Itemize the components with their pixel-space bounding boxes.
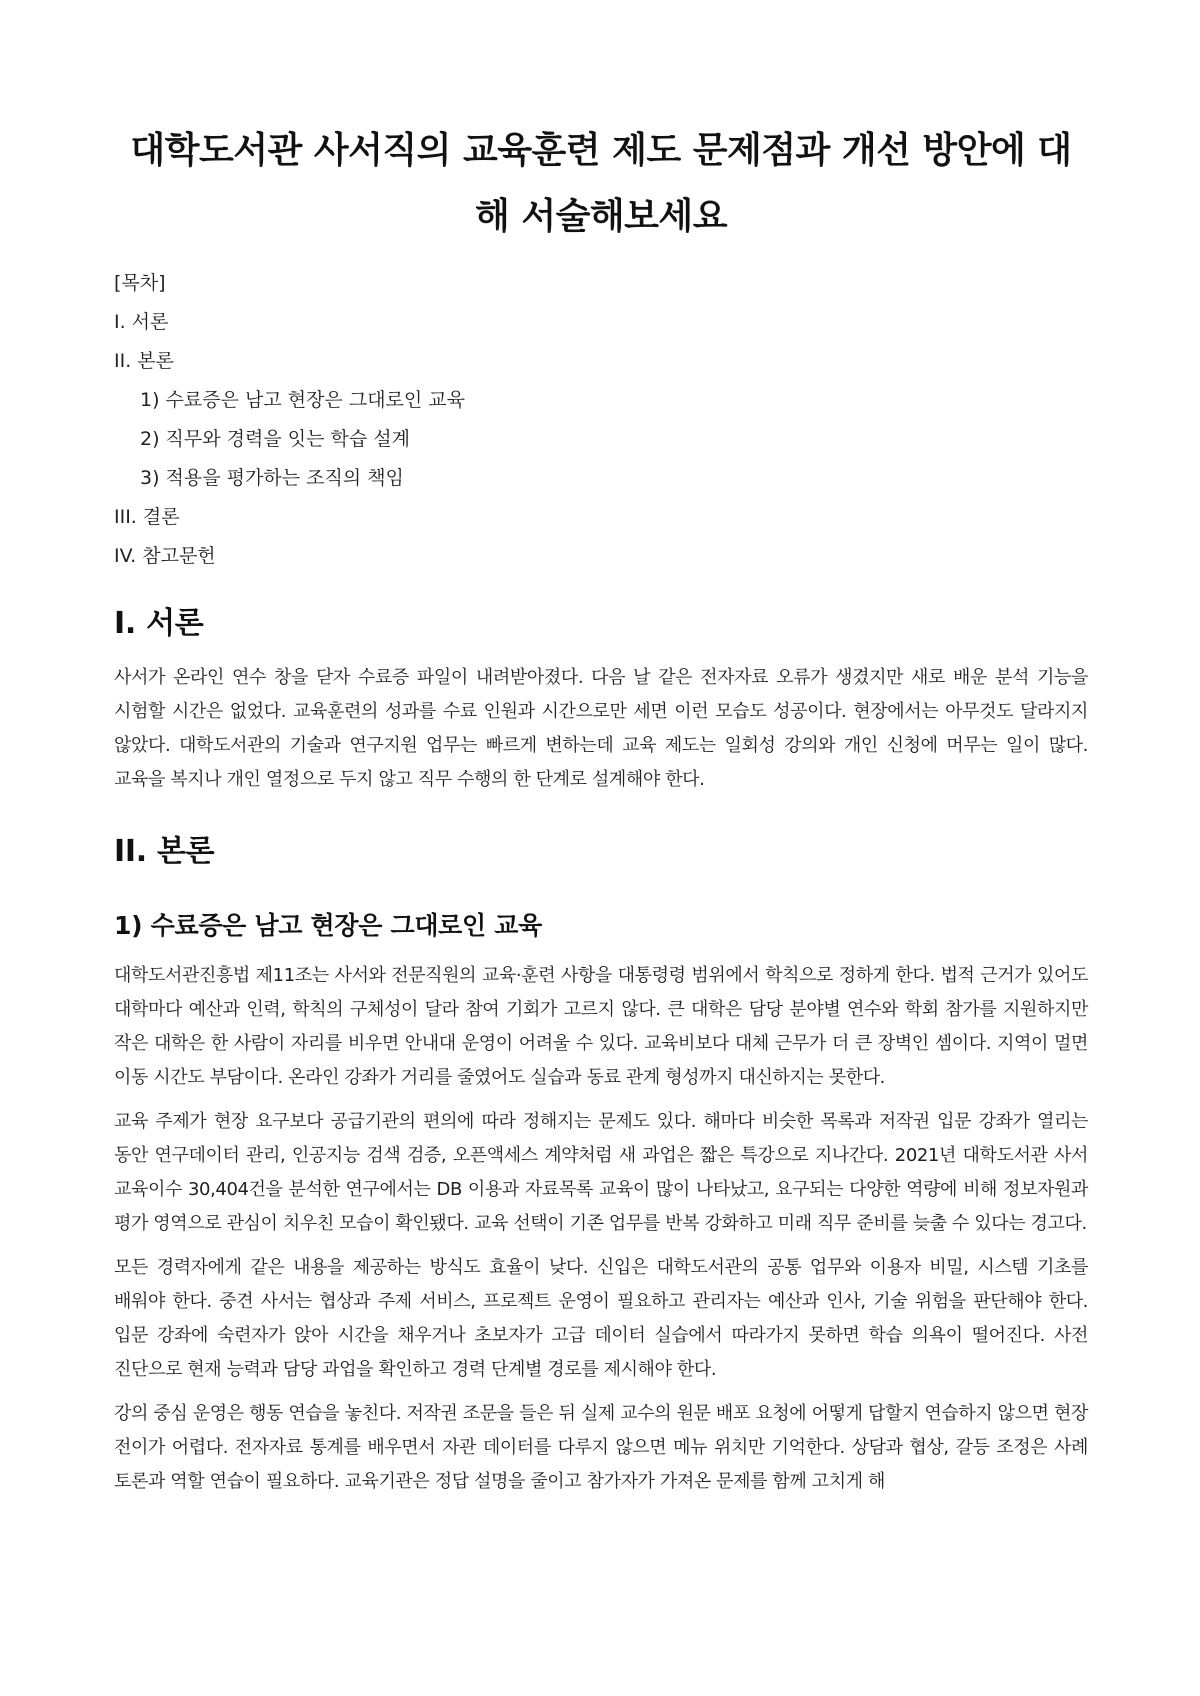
body-paragraph-1: 대학도서관진흥법 제11조는 사서와 전문직원의 교육·훈련 사항을 대통령령 범위에서 학칙으로 정하게 한다. 법적 근거가 있어도 대학마다 예산과 인력, 학칙의 구체성이 달라 참여 기회가 고르지 않다. 큰 대학은 담당 분야별 연수와 학회 참가를 지원하지만 작은 대학은 한 사람이 자리를 비우면 안내대 운영이 어려울 수 있다. 교육비보다 대체 근무가 더 큰 장벽인 셈이다. 지역이 멀면 이동 시간도 부담이다. 온라인 강좌가 거리를 줄였어도 실습과 동료 관계 형성까지 대신하지는 못한다.	[114, 965, 1088, 1088]
toc-heading: [목차]	[114, 272, 166, 294]
toc-item-references: IV. 참고문헌	[114, 545, 216, 567]
toc-item-subsection-3: 3) 적용을 평가하는 조직의 책임	[140, 467, 404, 489]
toc-item-conclusion: III. 결론	[114, 506, 180, 528]
body-paragraph-3: 모든 경력자에게 같은 내용을 제공하는 방식도 효율이 낮다. 신입은 대학도서관의 공통 업무와 이용자 비밀, 시스템 기초를 배워야 한다. 중견 사서는 협상과 주제 서비스, 프로젝트 운영이 필요하고 관리자는 예산과 인사, 기술 위험을 판단해야 한다. 입문 강좌에 숙련자가 앉아 시간을 채우거나 초보자가 고급 데이터 실습에서 따라가지 못하면 학습 의욕이 떨어진다. 사전 진단으로 현재 능력과 담당 과업을 확인하고 경력 단계별 경로를 제시해야 한다.	[114, 1257, 1088, 1380]
toc-item-subsection-1: 1) 수료증은 남고 현장은 그대로인 교육	[140, 389, 466, 411]
body-paragraph-4: 강의 중심 운영은 행동 연습을 놓친다. 저작권 조문을 들은 뒤 실제 교수의 원문 배포 요청에 어떻게 답할지 연습하지 않으면 현장 전이가 어렵다. 전자자료 통계를 배우면서 자관 데이터를 다루지 않으면 메뉴 위치만 기억한다. 상담과 협상, 갈등 조정은 사례 토론과 역할 연습이 필요하다. 교육기관은 정답 설명을 줄이고 참가자가 가져온 문제를 함께 고치게 해	[114, 1403, 1088, 1492]
toc-item-subsection-2: 2) 직무와 경력을 잇는 학습 설계	[140, 428, 410, 450]
body-paragraph-2: 교육 주제가 현장 요구보다 공급기관의 편의에 따라 정해지는 문제도 있다. 해마다 비슷한 목록과 저작권 입문 강좌가 열리는 동안 연구데이터 관리, 인공지능 검색 검증, 오픈액세스 계약처럼 새 과업은 짧은 특강으로 지나간다. 2021년 대학도서관 사서 교육이수 30,404건을 분석한 연구에서는 DB 이용과 자료목록 교육이 많이 나타났고, 요구되는 다양한 역량에 비해 정보자원과 평가 영역으로 관심이 치우친 모습이 확인됐다. 교육 선택이 기존 업무를 반복 강화하고 미래 직무 준비를 늦출 수 있다는 경고다.	[114, 1111, 1088, 1234]
section-heading-main-body: II. 본론	[114, 834, 215, 869]
subsection-heading-1: 1) 수료증은 남고 현장은 그대로인 교육	[114, 911, 542, 940]
toc-item-introduction: I. 서론	[114, 311, 169, 333]
section-heading-introduction: I. 서론	[114, 606, 204, 641]
toc-item-main-body: II. 본론	[114, 350, 174, 372]
introduction-paragraph: 사서가 온라인 연수 창을 닫자 수료증 파일이 내려받아졌다. 다음 날 같은 전자자료 오류가 생겼지만 새로 배운 분석 기능을 시험할 시간은 없었다. 교육훈련의 성과를 수료 인원과 시간으로만 세면 이런 모습도 성공이다. 현장에서는 아무것도 달라지지 않았다. 대학도서관의 기술과 연구지원 업무는 빠르게 변하는데 교육 제도는 일회성 강의와 개인 신청에 머무는 일이 많다. 교육을 복지나 개인 열정으로 두지 않고 직무 수행의 한 단계로 설계해야 한다.	[114, 667, 1088, 790]
document-title: 대학도서관 사서직의 교육훈련 제도 문제점과 개선 방안에 대해 서술해보세요	[130, 130, 1072, 237]
table-of-contents	[114, 270, 1088, 569]
